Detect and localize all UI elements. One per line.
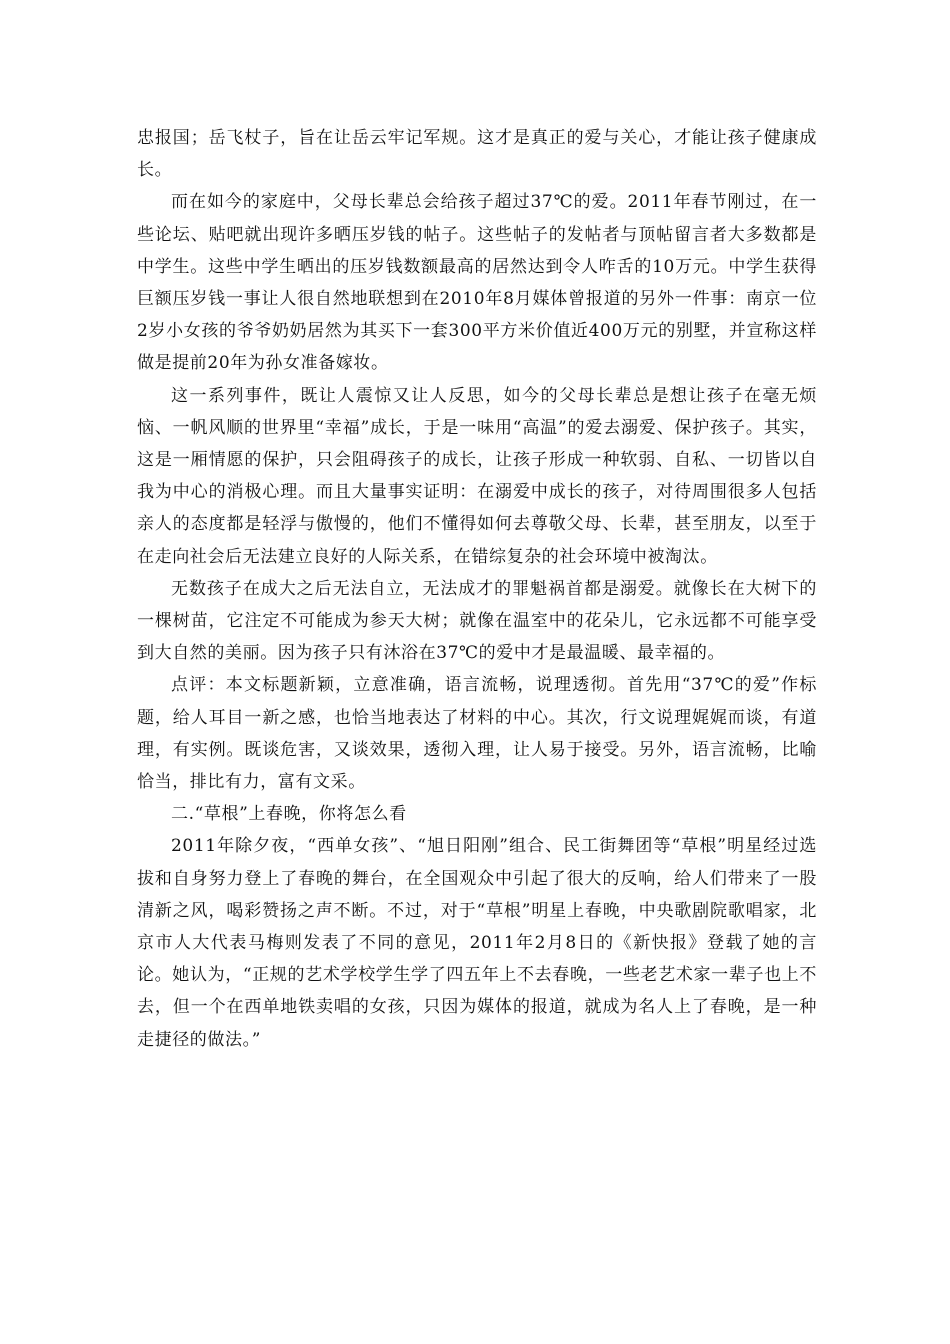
paragraph-new-year-money: 而在如今的家庭中，父母长辈总会给孩子超过37℃的爱。2011年春节刚过，在一些论坛、贴吧就出现许多晒压岁钱的帖子。这些帖子的发帖者与顶帖留言者大多数都是中学生。这些中学生晒出的压岁钱数额最高的居然达到令人咋舌的10万元。中学生获得巨额压岁钱一事让人很自然地联想到在2010年8月媒体曾报道的另外一件事：南京一位2岁小女孩的爷爷奶奶居然为其买下一套300平方米价值近400万元的别墅，并宣称这样做是提前20年为孙女准备嫁妆。	[137, 192, 817, 374]
document-body	[137, 122, 817, 1056]
paragraph-grassroots-gala: 2011年除夕夜，“西单女孩”、“旭日阳刚”组合、民工街舞团等“草根”明星经过选拔和自身努力登上了春晚的舞台，在全国观众中引起了很大的反响，给人们带来了一股清新之风，喝彩赞扬之声不断。不过，对于“草根”明星上春晚，中央歌剧院歌唱家，北京市人大代表马梅则发表了不同的意见，2011年2月8日的《新快报》登载了她的言论。她认为，“正规的艺术学校学生学了四五年上不去春晚，一些老艺术家一辈子也上不去，但一个在西单地铁卖唱的女孩，只因为媒体的报道，就成为名人上了春晚，是一种走捷径的做法。”	[137, 836, 817, 1050]
paragraph-reflection: 这一系列事件，既让人震惊又让人反思，如今的父母长辈总是想让孩子在毫无烦恼、一帆风顺的世界里“幸福”成长，于是一味用“高温”的爱去溺爱、保护孩子。其实，这是一厢情愿的保护，只会阻碍孩子的成长，让孩子形成一种软弱、自私、一切皆以自我为中心的消极心理。而且大量事实证明：在溺爱中成长的孩子，对待周围很多人包括亲人的态度都是轻浮与傲慢的，他们不懂得如何去尊敬父母、长辈，甚至朋友，以至于在走向社会后无法建立良好的人际关系，在错综复杂的社会环境中被淘汰。	[137, 385, 817, 567]
section-heading: 二.“草根”上春晚，你将怎么看	[171, 804, 407, 825]
paragraph-continuation: 忠报国；岳飞杖子，旨在让岳云牢记军规。这才是真正的爱与关心，才能让孩子健康成长。	[137, 128, 817, 181]
paragraph-conclusion: 无数孩子在成大之后无法自立，无法成才的罪魁祸首都是溺爱。就像长在大树下的一棵树苗，它注定不可能成为参天大树；就像在温室中的花朵儿，它永远都不可能享受到大自然的美丽。因为孩子只有沐浴在37℃的爱中才是最温暖、最幸福的。	[137, 578, 817, 664]
paragraph-commentary: 点评：本文标题新颖，立意准确，语言流畅，说理透彻。首先用“37℃的爱”作标题，给人耳目一新之感，也恰当地表达了材料的中心。其次，行文说理娓娓而谈，有道理，有实例。既谈危害，又谈效果，透彻入理，让人易于接受。另外，语言流畅，比喻恰当，排比有力，富有文采。	[137, 675, 817, 793]
